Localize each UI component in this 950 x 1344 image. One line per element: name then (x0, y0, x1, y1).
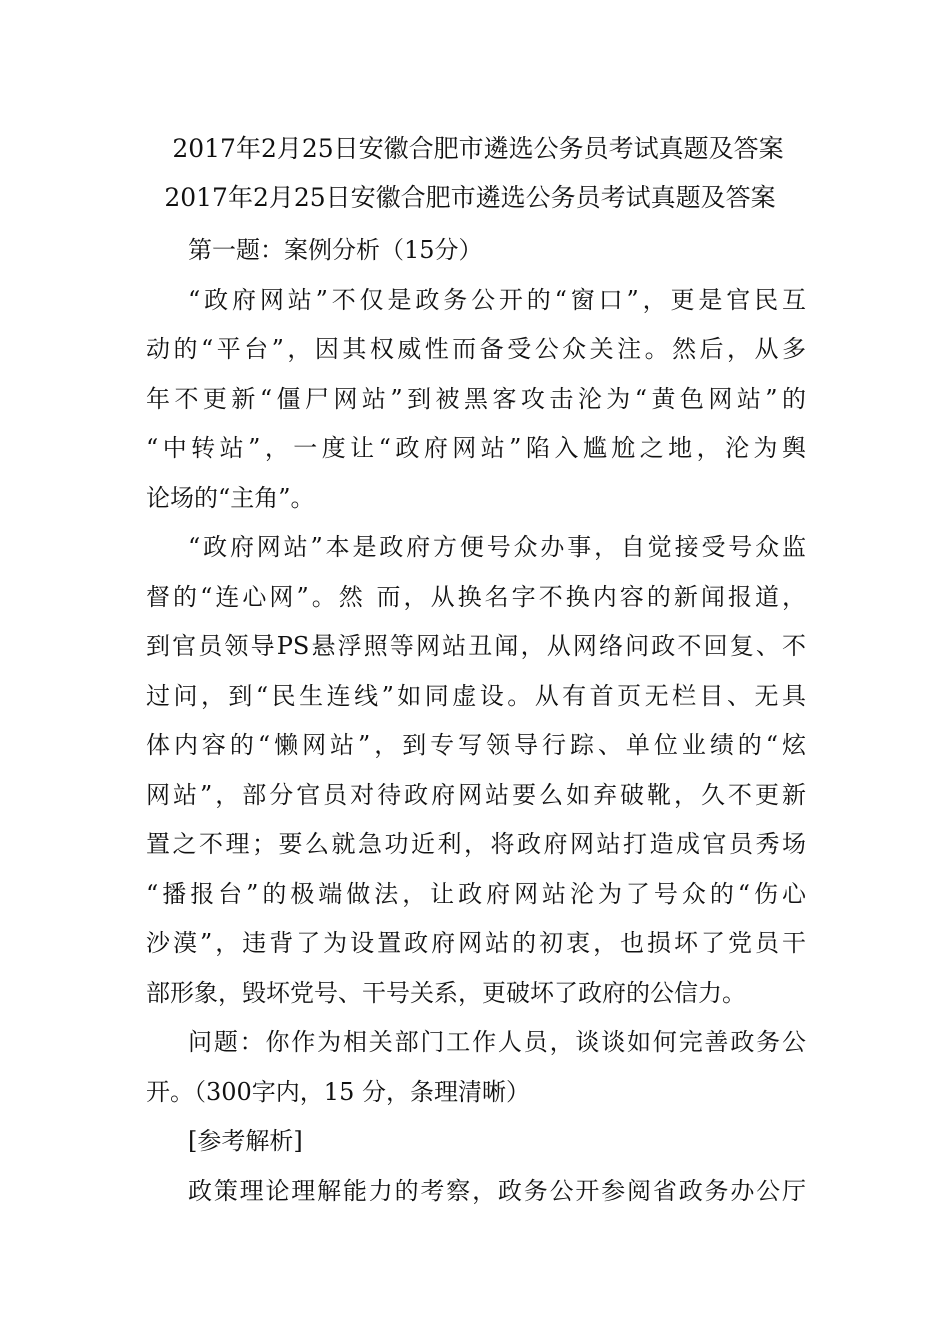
paragraph-line: 网站”，部分官员对待政府网站要么如弃破靴，久不更新 (146, 780, 806, 809)
paragraph-line: 动的“平台”，因其权威性而备受公众关注。然后，从多 (146, 335, 806, 363)
paragraph-line: “政府网站”不仅是政务公开的“窗口”，更是官民互 (188, 285, 806, 314)
document-title: 2017年2月25日安徽合肥市遴选公务员考试真题及答案 (172, 134, 784, 163)
paragraph-line: 体内容的“懒网站”，到专写领导行踪、单位业绩的“炫 (146, 731, 806, 759)
document-title-repeat: 2017年2月25日安徽合肥市遴选公务员考试真题及答案 (164, 183, 776, 212)
paragraph-line: 沙漠”，违背了为设置政府网站的初衷，也损坏了党员干 (146, 929, 806, 957)
paragraph-line: “政府网站”本是政府方便号众办事，自觉接受号众监 (188, 533, 806, 561)
paragraph-line: 论场的“主角”。 (146, 483, 315, 512)
paragraph-line: 过问，到“民生连线”如同虚设。从有首页无栏目、无具 (146, 681, 806, 710)
reference-heading: [参考解析] (188, 1127, 303, 1155)
question-line: 开。（300字内，15 分，条理清晰） (146, 1077, 530, 1106)
paragraph-line: “中转站”，一度让“政府网站”陷入尴尬之地，沦为舆 (146, 434, 806, 462)
paragraph-line: 到官员领导PS悬浮照等网站丑闻，从网络问政不回复、不 (146, 632, 806, 660)
paragraph-line: “播报台”的极端做法，让政府网站沦为了号众的“伤心 (146, 879, 806, 908)
paragraph-line: 年不更新“僵尸网站”到被黑客攻击沦为“黄色网站”的 (146, 384, 806, 413)
paragraph-line: 部形象，毁坏党号、干号关系，更破坏了政府的公信力。 (146, 978, 746, 1007)
section-heading: 第一题：案例分析（15分） (188, 236, 483, 264)
answer-line: 政策理论理解能力的考察，政务公开参阅省政务办公厅 (188, 1176, 806, 1205)
question-line: 问题：你作为相关部门工作人员，谈谈如何完善政务公 (188, 1028, 806, 1056)
paragraph-line: 督的“连心网”。然 而，从换名字不换内容的新闻报道， (146, 582, 806, 611)
document-body (146, 226, 806, 1216)
paragraph-line: 置之不理；要么就急功近利，将政府网站打造成官员秀场 (146, 830, 806, 858)
